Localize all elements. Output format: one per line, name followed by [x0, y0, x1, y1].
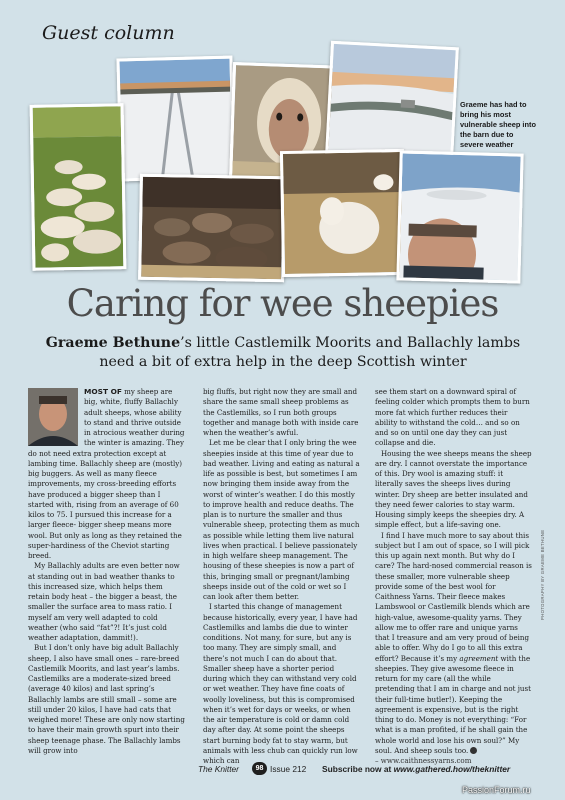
- end-mark-icon: [470, 747, 477, 754]
- photo-caption: Graeme has had to bring his most vulnerable sheep into the barn due to severe weather: [460, 100, 536, 149]
- subscribe-line: Subscribe now at www.gathered.how/theknitter: [322, 764, 511, 774]
- article-column-2: [203, 387, 360, 766]
- paragraph: But I don’t only have big adult Ballachly sheep, I also have small ones – rare-breed Castlemilk Moorits, and last year’s lambs. Castlemilks are a moderate-sized breed (average 40 kilos) and last spring’s Ballachly lambs are still small – some are still under 20 kilos, I have had cats that weighed more! These are only now starting to have their main growth spurt into their sheep teenage phase. The Ballachly lambs will grow into: [28, 643, 185, 755]
- photo-credit: PHOTOGRAPHY BY GRAEME BETHUNE: [540, 529, 545, 620]
- lead-in: MOST OF: [84, 387, 122, 396]
- headline: Caring for wee sheepies: [66, 282, 499, 325]
- page-footer: [0, 764, 565, 780]
- paragraph: big fluffs, but right now they are small and share the same small sheep problems as the Castlemilks, so I run both groups together and manage both with inside care when the weather’s awful.: [203, 387, 359, 437]
- magazine-name: The Knitter: [198, 764, 239, 774]
- paragraph: MOST OF my sheep are big, white, fluffy Ballachly adult sheeps, whose ability to stand and thrive outside in atrocious weather during the winter is amazing. They do not need extra protection except at lambing time. Ballachly sheep are (mostly) big buggers. As well as many fleece improvements, my cross-breeding efforts have produced a bigger sheep than I started with, rising from an average of 60 kilos to 75. I pursued this increase for a larger fleece- bigger sheep means more wool. But only as long as they retained the super-hardiness of the Cheviot starting breed.: [28, 387, 185, 560]
- page-number-badge: 98: [252, 762, 267, 775]
- standfirst-text: ’s little Castlemilk Moorits and Ballachly lambs need a bit of extra help in the deep Scottish winter: [99, 335, 521, 370]
- standfirst: [38, 334, 528, 372]
- author-portrait: [28, 388, 78, 446]
- paragraph: My Ballachly adults are even better now at standing out in bad weather thanks to this increased size, which helps them retain body heat – the bigger a beast, the smaller the surface area to mass ratio. I myself am very well adapted to cold weather (who said “fat”?! It’s just cold weather adaptation, dammit!).: [28, 561, 180, 642]
- paragraph: I find I have much more to say about this subject but I am out of space, so I will pick this up again next month. But why do I care? The hard-nosed commercial reason is these smaller, more vulnerable sheep provide some of the best wool for Caithness Yarns. Their fleece makes Lambswool or Castlemilk blends which are high-value, awesome-quality yarns. They allow me to offer rare and unique yarns that I treasure and am very proud of being able to offer. Why do I go to all this extra effort? Because it’s my agreement with the sheepies. They give awesome fleece in return for my care (all the while pretending that I am in charge and not just their full-time butler!). Keeping the agreement is expensive, but is the right thing to do. Money is not everything: “For what is a man profited, if he shall gain the whole world and lose his own soul?” My soul. And sheep souls too.: [375, 530, 532, 755]
- section-label: Guest column: [42, 22, 175, 44]
- photo-graeme-selfie-snow: [396, 150, 523, 283]
- paragraph: Let me be clear that I only bring the wee sheepies inside at this time of year due to bad weather. Living and eating as natural a life as possible is best, but sometimes I am now bringing them inside away from the worst of winter’s weather. I do this mostly to improve health and reduce deaths. The plan is to nurture the smaller and thus vulnerable sheep, protecting them as much as possible while letting them live natural lives when practical. I believe passionately in high welfare sheep management. The housing of these sheepies is now a part of this, bringing small or pregnant/lambing sheeps inside out of the cold or wet so I can look after them better.: [203, 438, 360, 601]
- photo-snowy-hills: [325, 41, 459, 162]
- article-column-1: [28, 387, 185, 756]
- photo-sheep-in-barn: [138, 174, 286, 283]
- paragraph: Housing the wee sheeps means the sheep are dry. I cannot overstate the importance of this. Dry wool is amazing stuff: it literally saves the sheeps lives during winter. Dry sheep are better insulated and they need fewer calories to stay warm. Housing simply keeps the sheepies dry. A simple effect, but a life-saving one.: [375, 448, 532, 530]
- photo-white-sheep-straw: [280, 149, 406, 277]
- photo-flock-in-field: [30, 103, 127, 271]
- paragraph: see them start on a downward spiral of feeling colder which prompts them to burn more fat which further reduces their ability to withstand the cold… and so on and so on until one day they can just collapse and die.: [375, 387, 530, 448]
- website-link[interactable]: – www.caithnessyarns.com: [375, 756, 472, 765]
- issue-number: Issue 212: [270, 764, 307, 774]
- photo-snowy-field-track: [116, 56, 235, 182]
- subscribe-link[interactable]: www.gathered.how/theknitter: [393, 764, 511, 774]
- paragraph: I started this change of management because historically, every year, I have had Castlemilks and lambs die due to winter conditions. Not many, for sure, but any is too many. They are simply small, and there’s not much I can do about that. Smaller sheep have a shorter period during which they can withstand very cold or wet weather. They have fine coats of woolly loveliness, but this is compromised when it’s wet for days or weeks, or when the air temperature is cold or damn cold day after day. At some point the sheeps start burning body fat to stay warm, but animals with less chub can quickly run low which can: [203, 602, 358, 765]
- article-column-3: [375, 387, 532, 766]
- standfirst-author: Graeme Bethune: [45, 335, 181, 351]
- site-watermark: PassionForum.ru: [462, 785, 531, 795]
